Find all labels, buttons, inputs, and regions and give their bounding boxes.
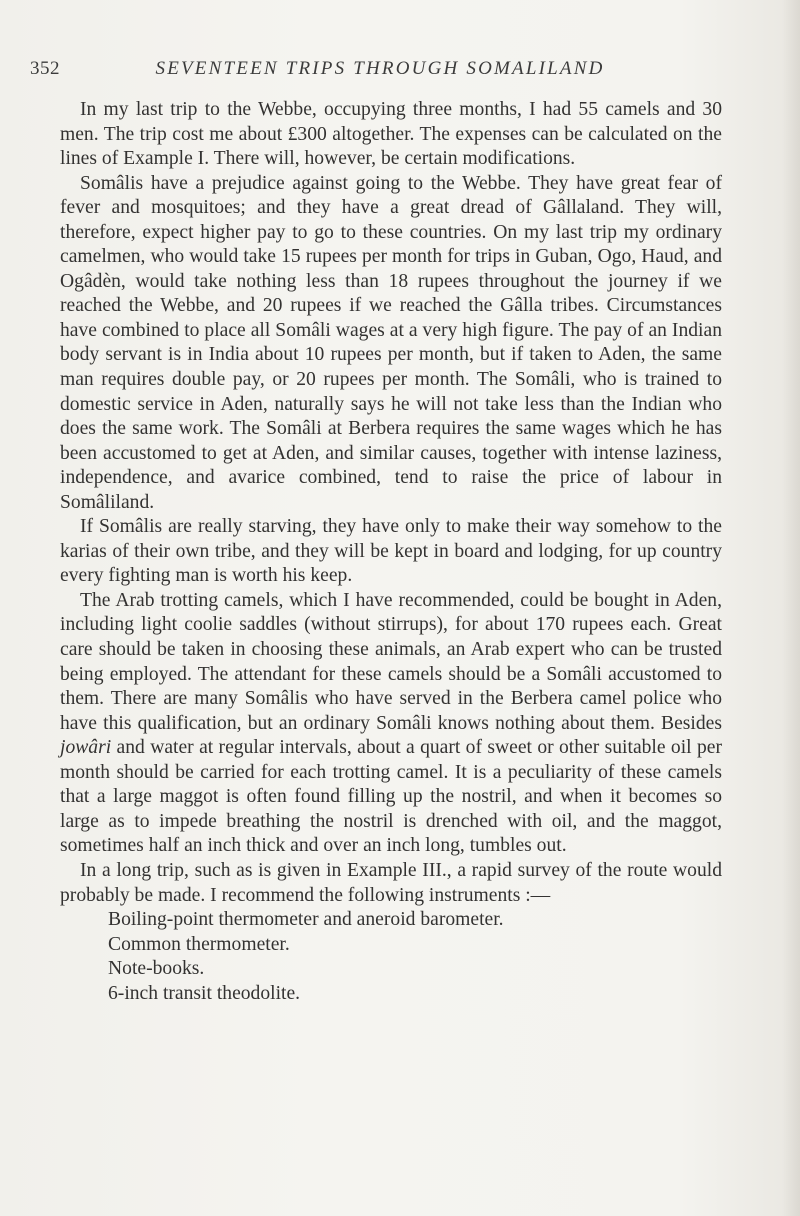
list-item: Note-books. (108, 958, 205, 980)
list-item: Boiling-point thermometer and aneroid barometer. (108, 909, 504, 931)
camel-text-before: The Arab trotting camels, which I have recommended, could be bought in Aden, including light coolie saddles (without stirrups), for about 170 rupees each. Great care should be taken in choosing these animals, an Arab expert who can be trusted being employed. The attendant for these camels should be a Somâli accustomed to them. There are many Somâlis who have served in the Berbera camel police who have this qualification, but an ordinary Somâli knows nothing about them. Besides (60, 589, 722, 734)
paragraph-starving-somalis: If Somâlis are really starving, they have only to make their way somehow to the karias of their own tribe, and they will be kept in board and lodging, for up country every fighting man is worth his keep. (60, 516, 722, 587)
paragraph-webbe-trip: In my last trip to the Webbe, occupying three months, I had 55 camels and 30 men. The trip cost me about £300 altogether. The expenses can be calculated on the lines of Example I. There will, however, be certain modifications. (60, 99, 722, 170)
camel-text-after: and water at regular intervals, about a quart of sweet or other suitable oil per month should be carried for each trotting camel. It is a peculiarity of these camels that a large maggot is often found filling up the nostril, and when it becomes so large as to impede breathing the nostril is drenched with oil, and the maggot, sometimes half an inch thick and over an inch long, tumbles out. (60, 737, 722, 857)
paragraph-survey-instruments: In a long trip, such as is given in Example III., a rapid survey of the route would probably be made. I recommend the following instruments :— (60, 859, 722, 906)
instrument-list (60, 908, 722, 1006)
paragraph-trotting-camels (60, 589, 722, 859)
page-header (30, 58, 730, 92)
page-edge-shadow (782, 0, 800, 1216)
paragraph-somali-wages: Somâlis have a prejudice against going to the Webbe. They have great fear of fever and mosquitoes; and they have a great dread of Gâllaland. They will, therefore, expect higher pay to go to these countries. On my last trip my ordinary camelmen, who would take 15 rupees per month for trips in Guban, Ogo, Haud, and Ogâdèn, would take nothing less than 18 rupees throughout the journey if we reached the Webbe, and 20 rupees if we reached the Gâlla tribes. Circumstances have combined to place all Somâli wages at a very high figure. The pay of an Indian body servant is in India about 10 rupees per month, but if taken to Aden, the same man requires double pay, or 20 rupees per month. The Somâli, who is trained to domestic service in Aden, naturally says he will not take less than the Indian who does the same work. The Somâli at Berbera requires the same wages which he has been accustomed to get at Aden, and similar causes, together with intense laziness, independence, and avarice combined, tend to raise the price of labour in Somâliland. (60, 172, 722, 513)
running-title: SEVENTEEN TRIPS THROUGH SOMALILAND (155, 58, 605, 79)
list-item: Common thermometer. (108, 933, 290, 955)
camel-text-italic-term: jowâri (60, 737, 112, 759)
page-number: 352 (30, 58, 60, 79)
list-item: 6-inch transit theodolite. (108, 982, 301, 1004)
body-text (60, 98, 722, 1006)
